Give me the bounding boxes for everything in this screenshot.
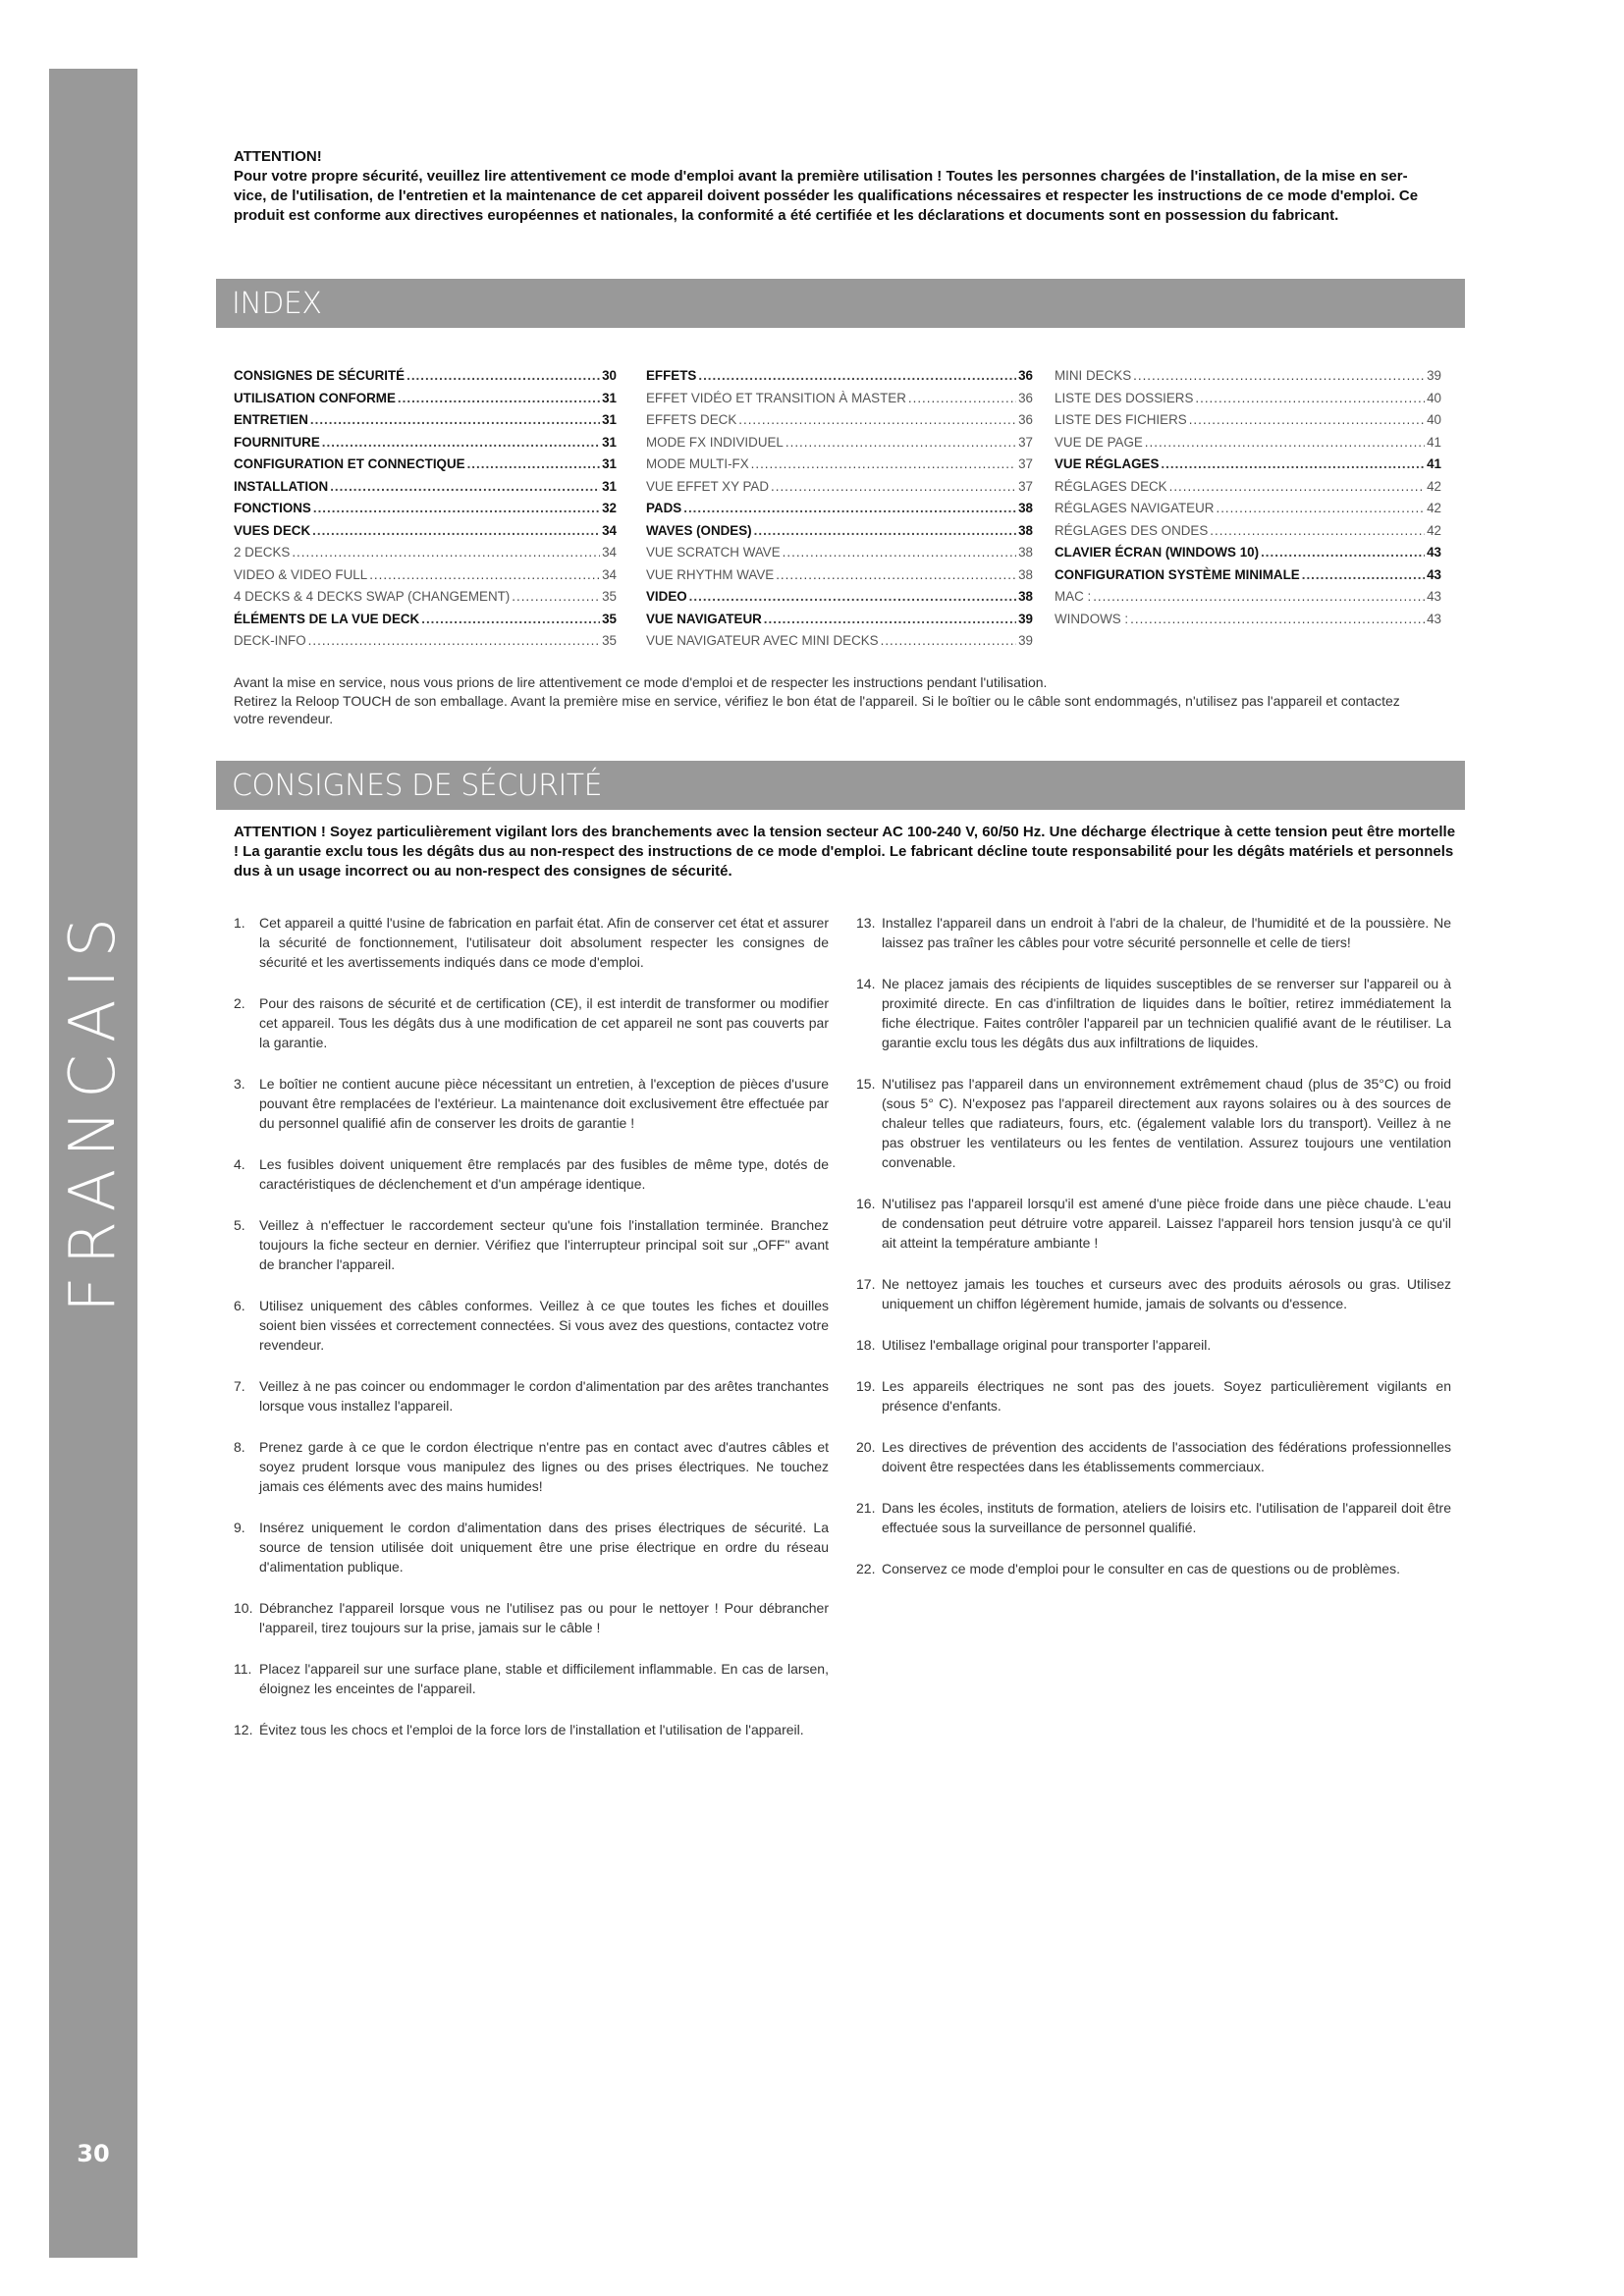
index-entry <box>234 586 617 609</box>
safety-item-text: Pour des raisons de sécurité et de certification (CE), il est interdit de transformer ou modifier cet appareil. Tous les dégâts dus à une modification de cet appareil ne sont pas couverts par la garantie. <box>259 995 829 1050</box>
index-entry-page: 38 <box>1018 545 1033 560</box>
safety-item-number: 20. <box>856 1439 876 1455</box>
safety-item <box>234 1598 829 1637</box>
safety-warning: ATTENTION ! Soyez particulièrement vigilant lors des branchements avec la tension secteur AC 100-240 V, 60/50 Hz. Une décharge électrique à cette tension peut être mortelle ! La garantie exclu tous les dégâts dus au non-respect des instructions de ce mode d'emploi. Le fabricant décline toute responsabilité pour les dégâts matériels et personnels dus à un usage incorrect ou au non-respect des consignes de sécurité. <box>234 824 1456 880</box>
safety-item-number: 16. <box>856 1196 876 1211</box>
index-entry-label: VUE EFFET XY PAD <box>646 478 770 494</box>
index-entry-label: MODE MULTI-FX <box>646 456 749 471</box>
safety-item <box>234 1154 829 1194</box>
safety-item <box>234 1074 829 1133</box>
index-entry-leader <box>512 586 600 609</box>
index-entry-leader <box>881 630 1016 653</box>
index-entry-leader <box>908 388 1016 410</box>
safety-item-number: 19. <box>856 1378 876 1394</box>
index-entry-page: 40 <box>1427 412 1441 427</box>
index-entry <box>1055 454 1441 476</box>
safety-item <box>234 1720 829 1739</box>
attention-notice <box>234 147 1451 226</box>
index-entry-label: VUE NAVIGATEUR AVEC MINI DECKS <box>646 633 879 648</box>
index-entry-page: 41 <box>1427 434 1441 450</box>
index-entry-label: CONFIGURATION SYSTÈME MINIMALE <box>1055 566 1300 582</box>
safety-item-number: 2. <box>234 995 245 1011</box>
index-entry <box>234 498 617 520</box>
index-entry-page: 37 <box>1018 456 1033 471</box>
index-entry-page: 38 <box>1018 566 1033 582</box>
index-entry-label: CONFIGURATION ET CONNECTIQUE <box>234 456 465 471</box>
index-entry <box>646 630 1033 653</box>
safety-item-number: 10. <box>234 1600 253 1616</box>
index-entry-label: CONSIGNES DE SÉCURITÉ <box>234 368 406 383</box>
attention-title: ATTENTION! <box>234 148 322 165</box>
index-entry-page: 42 <box>1427 501 1441 515</box>
safety-item <box>856 974 1451 1052</box>
index-entry-label: WAVES (ONDES) <box>646 522 752 538</box>
index-entry-leader <box>1261 542 1425 564</box>
safety-item <box>234 993 829 1052</box>
index-entry <box>646 365 1033 388</box>
index-heading-bar <box>216 279 1465 328</box>
index-entry-label: INSTALLATION <box>234 478 329 494</box>
index-entry-page: 34 <box>602 522 617 538</box>
safety-item-number: 8. <box>234 1439 245 1455</box>
intro-line: votre revendeur. <box>234 711 334 726</box>
index-entry <box>1055 564 1441 587</box>
safety-item-number: 1. <box>234 915 245 931</box>
safety-item-text: Veillez à n'effectuer le raccordement secteur qu'une fois l'installation terminée. Branchez toujours la fiche secteur en dernier. Vérifiez que l'interrupteur principal soit sur „OFF" avant de brancher l'appareil. <box>259 1217 829 1272</box>
safety-item <box>856 1074 1451 1172</box>
attention-line: produit est conforme aux directives européennes et nationales, la conformité a été certifiée et les déclarations et documents sont en possession du fabricant. <box>234 207 1339 224</box>
safety-item <box>234 1215 829 1274</box>
intro-line: Retirez la Reloop TOUCH de son emballage. Avant la première mise en service, vérifiez le bon état de l'appareil. Si le boîtier ou le câble sont endommagés, n'utilisez pas l'appareil et contactez <box>234 692 1400 709</box>
index-entry-label: VUE NAVIGATEUR <box>646 611 762 626</box>
index-entry <box>234 454 617 476</box>
safety-item <box>856 1559 1451 1578</box>
intro-line: Avant la mise en service, nous vous prions de lire attentivement ce mode d'emploi et de respecter les instructions pendant l'utilisation. <box>234 674 1048 690</box>
index-entry <box>646 498 1033 520</box>
index-entry-page: 31 <box>602 390 617 405</box>
safety-item <box>234 1437 829 1496</box>
safety-item-text: Les fusibles doivent uniquement être remplacés par des fusibles de même type, dotés de caractéristiques de déclenchement et d'un ampérage identique. <box>259 1156 829 1192</box>
index-entry-label: 2 DECKS <box>234 545 291 560</box>
index-entry-leader <box>310 409 600 432</box>
index-entry-label: VUE RHYTHM WAVE <box>646 566 775 582</box>
safety-item <box>856 1274 1451 1313</box>
safety-item <box>856 1437 1451 1476</box>
index-entry <box>646 388 1033 410</box>
index-entry <box>1055 388 1441 410</box>
safety-item-text: Conservez ce mode d'emploi pour le consulter en cas de questions ou de problèmes. <box>882 1561 1400 1576</box>
index-entry-leader <box>1133 365 1425 388</box>
index-entry-label: ENTRETIEN <box>234 412 308 427</box>
index-entry-label: VUE SCRATCH WAVE <box>646 545 781 560</box>
attention-line: vice, de l'utilisation, de l'entretien et la maintenance de cet appareil doivent posséder les qualifications nécessaires et respecter les instructions de ce mode d'emploi. Ce <box>234 187 1419 204</box>
language-label-container <box>49 883 137 1335</box>
safety-item-text: Les appareils électriques ne sont pas des jouets. Soyez particulièrement vigilants en présence d'enfants. <box>882 1378 1451 1414</box>
index-entry-leader <box>785 432 1016 454</box>
index-entry-label: CLAVIER ÉCRAN (WINDOWS 10) <box>1055 545 1260 560</box>
index-entry <box>234 609 617 631</box>
index-entry <box>234 564 617 587</box>
index-entry-leader <box>1130 609 1425 631</box>
index-entry-label: RÉGLAGES DES ONDES <box>1055 522 1209 538</box>
index-entry-label: MAC : <box>1055 589 1092 604</box>
index-entry-page: 36 <box>1018 412 1033 427</box>
index-entry-page: 32 <box>602 501 617 515</box>
index-entry-page: 38 <box>1018 522 1033 538</box>
index-entry-page: 36 <box>1018 390 1033 405</box>
index-entry-page: 31 <box>602 478 617 494</box>
safety-item <box>856 913 1451 952</box>
safety-item-text: Utilisez uniquement des câbles conformes. Veillez à ce que toutes les fiches et douilles soient bien vissées et correctement connectées. Si vous avez des questions, contactez votre revendeur. <box>259 1298 829 1353</box>
index-entry-leader <box>783 542 1016 564</box>
safety-item <box>856 1194 1451 1253</box>
index-entry-leader <box>322 432 600 454</box>
index-entry-leader <box>764 609 1016 631</box>
index-entry-page: 43 <box>1427 589 1441 604</box>
safety-item <box>234 1518 829 1576</box>
safety-item-text: Le boîtier ne contient aucune pièce nécessitant un entretien, à l'exception de pièces d'usure pouvant être remplacées de l'extérieur. La maintenance doit exclusivement être effectuée par du personnel qualifié afin de conserver les droits de garantie ! <box>259 1076 829 1131</box>
safety-item-text: Ne placez jamais des récipients de liquides susceptibles de se renverser sur l'appareil ou à proximité directe. En cas d'infiltration de liquides dans le boîtier, retirez immédiatement la fiche électrique. Faites contrôler l'appareil par un technicien qualifié avant de le réutiliser. La garantie exclu tous les dégâts dus aux infiltrations de liquides. <box>882 976 1451 1050</box>
index-entry-label: WINDOWS : <box>1055 611 1129 626</box>
index-entry <box>1055 609 1441 631</box>
index-entry-page: 43 <box>1427 545 1441 560</box>
safety-item-number: 5. <box>234 1217 245 1233</box>
index-entry <box>1055 432 1441 454</box>
index-entry-page: 34 <box>602 545 617 560</box>
index-entry <box>646 476 1033 499</box>
safety-list-left <box>234 913 829 1761</box>
index-entry <box>234 365 617 388</box>
index-entry-page: 36 <box>1018 368 1033 383</box>
index-entry-page: 37 <box>1018 434 1033 450</box>
index-entry-leader <box>1216 498 1425 520</box>
safety-item-text: N'utilisez pas l'appareil lorsqu'il est amené d'une pièce froide dans une pièce chaude. L'eau de condensation peut détruire votre appareil. Laissez l'appareil hors tension jusqu'à ce qu'il ait atteint la température ambiante ! <box>882 1196 1451 1251</box>
index-entry <box>234 476 617 499</box>
index-entry-label: EFFET VIDÉO ET TRANSITION À MASTER <box>646 390 906 405</box>
index-entry-leader <box>330 476 600 499</box>
index-entry <box>234 432 617 454</box>
index-entry-page: 43 <box>1427 611 1441 626</box>
index-entry <box>234 520 617 543</box>
index-entry-leader <box>1210 520 1425 543</box>
index-entry-page: 34 <box>602 566 617 582</box>
index-entry-label: DECK-INFO <box>234 633 306 648</box>
index-entry <box>646 454 1033 476</box>
intro-text <box>234 673 1451 728</box>
index-entry-page: 42 <box>1427 522 1441 538</box>
index-entry-leader <box>467 454 601 476</box>
index-entry <box>234 630 617 653</box>
index-column-3 <box>1055 365 1441 630</box>
safety-item-number: 21. <box>856 1500 876 1516</box>
index-entry-label: VUES DECK <box>234 522 311 538</box>
index-entry-page: 35 <box>602 611 617 626</box>
index-entry-label: VUE DE PAGE <box>1055 434 1143 450</box>
index-entry-page: 39 <box>1018 611 1033 626</box>
index-entry-page: 42 <box>1427 478 1441 494</box>
safety-item-number: 18. <box>856 1337 876 1353</box>
index-entry-leader <box>1189 409 1425 432</box>
index-entry <box>646 542 1033 564</box>
index-entry-label: 4 DECKS & 4 DECKS SWAP (CHANGEMENT) <box>234 589 511 604</box>
safety-item-number: 11. <box>234 1661 252 1677</box>
safety-item-number: 22. <box>856 1561 876 1576</box>
index-entry-page: 31 <box>602 434 617 450</box>
index-entry-label: MODE FX INDIVIDUEL <box>646 434 784 450</box>
index-entry-leader <box>1169 476 1425 499</box>
safety-item-number: 7. <box>234 1378 245 1394</box>
index-entry-label: ÉLÉMENTS DE LA VUE DECK <box>234 611 420 626</box>
safety-item-number: 9. <box>234 1520 245 1535</box>
index-entry <box>1055 586 1441 609</box>
index-entry-page: 39 <box>1018 633 1033 648</box>
safety-item-number: 13. <box>856 915 876 931</box>
index-entry <box>1055 476 1441 499</box>
index-entry <box>646 520 1033 543</box>
index-entry-leader <box>689 586 1016 609</box>
safety-item-number: 12. <box>234 1722 253 1737</box>
safety-list-right <box>856 913 1451 1600</box>
index-entry-page: 43 <box>1427 566 1441 582</box>
index-entry-label: VIDEO <box>646 589 687 604</box>
index-entry-leader <box>292 542 600 564</box>
index-entry-label: UTILISATION CONFORME <box>234 390 396 405</box>
attention-line: Pour votre propre sécurité, veuillez lire attentivement ce mode d'emploi avant la première utilisation ! Toutes les personnes chargées de l'installation, de la mise en ser- <box>234 168 1408 185</box>
index-entry <box>646 432 1033 454</box>
index-entry-leader <box>369 564 600 587</box>
index-entry-label: LISTE DES FICHIERS <box>1055 412 1187 427</box>
safety-item-text: Évitez tous les chocs et l'emploi de la force lors de l'installation et l'utilisation de l'appareil. <box>259 1722 804 1737</box>
index-entry-page: 31 <box>602 412 617 427</box>
index-entry-leader <box>771 476 1016 499</box>
safety-item-text: Utilisez l'emballage original pour transporter l'appareil. <box>882 1337 1212 1353</box>
safety-item <box>234 913 829 972</box>
index-entry <box>1055 542 1441 564</box>
safety-item-number: 4. <box>234 1156 245 1172</box>
language-label: FRANCAIS <box>57 905 130 1313</box>
index-entry-label: VUE RÉGLAGES <box>1055 456 1160 471</box>
index-column-1 <box>234 365 617 653</box>
safety-heading-bar <box>216 761 1465 810</box>
index-entry-leader <box>312 520 600 543</box>
safety-item-number: 14. <box>856 976 876 991</box>
index-entry-page: 38 <box>1018 501 1033 515</box>
index-entry <box>1055 520 1441 543</box>
index-entry <box>1055 409 1441 432</box>
index-entry-label: EFFETS DECK <box>646 412 737 427</box>
index-entry-leader <box>1161 454 1425 476</box>
index-entry <box>234 542 617 564</box>
index-entry-label: VIDEO & VIDEO FULL <box>234 566 368 582</box>
index-entry-leader <box>683 498 1016 520</box>
index-entry-leader <box>1302 564 1425 587</box>
safety-item <box>856 1335 1451 1355</box>
safety-item-text: Dans les écoles, instituts de formation, ateliers de loisirs etc. l'utilisation de l'appareil doit être effectuée sous la surveillance de personnel qualifié. <box>882 1500 1451 1535</box>
index-entry-leader <box>313 498 600 520</box>
index-entry-leader <box>308 630 600 653</box>
index-entry-page: 38 <box>1018 589 1033 604</box>
index-entry-label: RÉGLAGES DECK <box>1055 478 1167 494</box>
safety-item-text: Installez l'appareil dans un endroit à l'abri de la chaleur, de l'humidité et de la poussière. Ne laissez pas traîner les câbles pour votre sécurité personnelle et celle de tiers! <box>882 915 1451 950</box>
safety-item-text: Débranchez l'appareil lorsque vous ne l'utilisez pas ou pour le nettoyer ! Pour débrancher l'appareil, tirez toujours sur la prise, jamais sur le câble ! <box>259 1600 829 1635</box>
safety-item-text: Insérez uniquement le cordon d'alimentation dans des prises électriques de sécurité. La source de tension utilisée doit uniquement être une prise électrique en ordre du réseau d'alimentation publique. <box>259 1520 829 1575</box>
index-entry-leader <box>1195 388 1425 410</box>
index-entry <box>1055 498 1441 520</box>
index-entry-leader <box>754 520 1016 543</box>
index-entry-page: 30 <box>602 368 617 383</box>
safety-item-text: Veillez à ne pas coincer ou endommager le cordon d'alimentation par des arêtes tranchantes lorsque vous installez l'appareil. <box>259 1378 829 1414</box>
index-entry-leader <box>698 365 1016 388</box>
index-entry-page: 35 <box>602 589 617 604</box>
index-entry-leader <box>421 609 600 631</box>
index-entry-leader <box>406 365 600 388</box>
safety-item <box>234 1296 829 1355</box>
safety-item-text: Ne nettoyez jamais les touches et curseurs avec des produits aérosols ou gras. Utilisez uniquement un chiffon légèrement humide, jamais de solvants ou d'essence. <box>882 1276 1451 1311</box>
page-number: 30 <box>77 2140 110 2167</box>
safety-item <box>856 1498 1451 1537</box>
index-entry-label: MINI DECKS <box>1055 368 1132 383</box>
index-entry <box>234 409 617 432</box>
index-entry-label: FONCTIONS <box>234 501 311 515</box>
index-entry-label: EFFETS <box>646 368 697 383</box>
safety-item-number: 15. <box>856 1076 876 1092</box>
safety-item-number: 3. <box>234 1076 245 1092</box>
index-entry <box>234 388 617 410</box>
safety-item-text: Les directives de prévention des accidents de l'association des fédérations professionnelles doivent être respectées dans les établissements commerciaux. <box>882 1439 1451 1474</box>
index-entry <box>646 564 1033 587</box>
index-entry-page: 40 <box>1427 390 1441 405</box>
index-entry-page: 31 <box>602 456 617 471</box>
index-entry <box>646 409 1033 432</box>
index-entry-page: 39 <box>1427 368 1441 383</box>
index-column-2 <box>646 365 1033 653</box>
index-entry-leader <box>776 564 1016 587</box>
safety-item <box>856 1376 1451 1415</box>
index-entry-leader <box>398 388 600 410</box>
index-entry-page: 37 <box>1018 478 1033 494</box>
safety-item-number: 6. <box>234 1298 245 1313</box>
safety-item <box>234 1376 829 1415</box>
index-entry-leader <box>1093 586 1425 609</box>
index-heading: INDEX <box>232 287 322 321</box>
index-entry <box>646 586 1033 609</box>
index-entry-label: FOURNITURE <box>234 434 320 450</box>
safety-item <box>234 1659 829 1698</box>
safety-item-text: Placez l'appareil sur une surface plane, stable et difficilement inflammable. En cas de larsen, éloignez les enceintes de l'appareil. <box>259 1661 829 1696</box>
safety-item-number: 17. <box>856 1276 876 1292</box>
safety-item-text: N'utilisez pas l'appareil dans un environnement extrêmement chaud (plus de 35°C) ou froid (sous 5° C). N'exposez pas l'appareil directement aux rayons solaires ou à des sources de chaleur telles que radiateurs, fours, etc. (également valable lors du transport). Veillez à ne pas obstruer les ventilateurs ou les fentes de ventilation. Assurez toujours une ventilation convenable. <box>882 1076 1451 1170</box>
index-entry-label: LISTE DES DOSSIERS <box>1055 390 1194 405</box>
safety-item-text: Cet appareil a quitté l'usine de fabrication en parfait état. Afin de conserver cet état et assurer la sécurité de fonctionnement, l'utilisateur doit absolument respecter les consignes de sécurité et les avertissements indiqués dans ce mode d'emploi. <box>259 915 829 970</box>
index-entry-leader <box>1145 432 1425 454</box>
index-entry-leader <box>738 409 1016 432</box>
index-entry <box>646 609 1033 631</box>
index-entry-page: 35 <box>602 633 617 648</box>
safety-heading: CONSIGNES DE SÉCURITÉ <box>232 769 603 803</box>
index-entry-label: PADS <box>646 501 682 515</box>
index-entry-label: RÉGLAGES NAVIGATEUR <box>1055 501 1215 515</box>
safety-item-text: Prenez garde à ce que le cordon électrique n'entre pas en contact avec d'autres câbles et soyez prudent lorsque vous manipulez des lignes ou des prises électriques. Ne touchez jamais ces éléments avec des mains humides! <box>259 1439 829 1494</box>
index-entry <box>1055 365 1441 388</box>
index-entry-page: 41 <box>1427 456 1441 471</box>
index-entry-leader <box>751 454 1016 476</box>
